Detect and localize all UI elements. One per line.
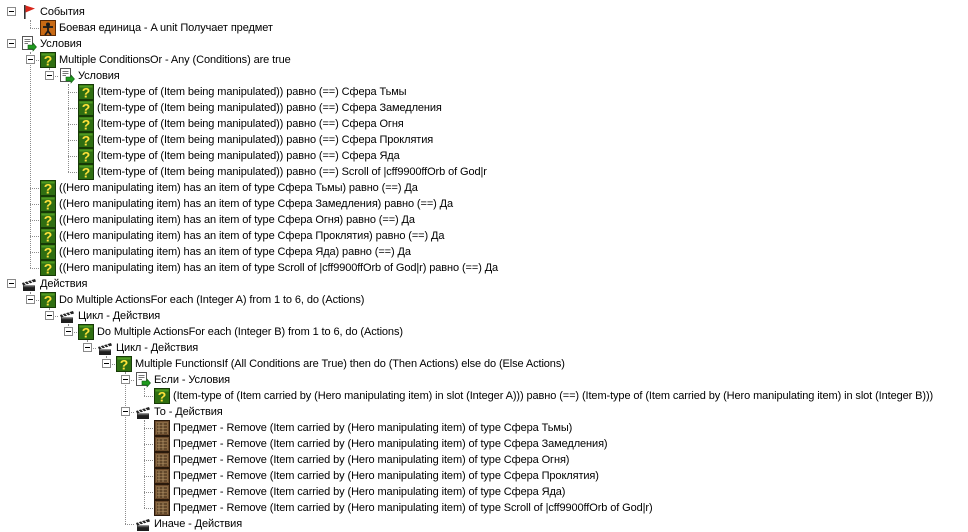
collapse-toggle[interactable] bbox=[121, 375, 130, 384]
tree-node[interactable] bbox=[0, 4, 968, 20]
tree-node[interactable] bbox=[0, 20, 968, 36]
question-icon bbox=[78, 324, 94, 340]
svg-text:?: ? bbox=[43, 244, 53, 260]
node-label: Предмет - Remove (Item carried by (Hero manipulating item) of type Сфера Тьмы) bbox=[173, 422, 573, 434]
action-node[interactable] bbox=[0, 452, 968, 468]
question-icon bbox=[40, 52, 56, 68]
condition-node[interactable] bbox=[0, 196, 968, 212]
collapse-toggle[interactable] bbox=[102, 359, 111, 368]
svg-text:?: ? bbox=[81, 116, 91, 132]
question-icon bbox=[40, 196, 56, 212]
svg-text:?: ? bbox=[81, 100, 91, 116]
question-icon bbox=[40, 244, 56, 260]
question-icon bbox=[78, 148, 94, 164]
collapse-toggle[interactable] bbox=[45, 71, 54, 80]
tree-node[interactable] bbox=[0, 372, 968, 388]
condition-node[interactable] bbox=[0, 228, 968, 244]
tree-node[interactable] bbox=[0, 36, 968, 52]
svg-text:?: ? bbox=[43, 180, 53, 196]
action-node[interactable] bbox=[0, 468, 968, 484]
tree-node[interactable] bbox=[0, 68, 968, 84]
question-icon bbox=[40, 228, 56, 244]
condition-node[interactable] bbox=[0, 324, 968, 340]
svg-text:?: ? bbox=[43, 196, 53, 212]
question-icon bbox=[40, 292, 56, 308]
conditions-icon bbox=[59, 68, 75, 84]
action-node[interactable] bbox=[0, 436, 968, 452]
node-label: Условия bbox=[78, 70, 120, 82]
node-label: Боевая единица - A unit Получает предмет bbox=[59, 22, 273, 34]
question-icon bbox=[78, 116, 94, 132]
condition-node[interactable] bbox=[0, 180, 968, 196]
condition-node[interactable] bbox=[0, 212, 968, 228]
condition-node[interactable] bbox=[0, 132, 968, 148]
node-label: ((Hero manipulating item) has an item of type Scroll of |cff9900ffOrb of God|r) равно (==) Да bbox=[59, 262, 499, 274]
condition-node[interactable] bbox=[0, 260, 968, 276]
condition-node[interactable] bbox=[0, 52, 968, 68]
tree-node[interactable] bbox=[0, 516, 968, 532]
node-label: То - Действия bbox=[154, 406, 223, 418]
condition-node[interactable] bbox=[0, 292, 968, 308]
actions-icon bbox=[21, 276, 37, 292]
conditions-icon bbox=[135, 372, 151, 388]
actions-icon bbox=[59, 308, 75, 324]
question-icon bbox=[78, 100, 94, 116]
condition-node[interactable] bbox=[0, 100, 968, 116]
node-label: Иначе - Действия bbox=[154, 518, 243, 530]
collapse-toggle[interactable] bbox=[26, 295, 35, 304]
question-icon bbox=[78, 164, 94, 180]
node-label: Условия bbox=[40, 38, 82, 50]
item-icon bbox=[154, 500, 170, 516]
node-label: Предмет - Remove (Item carried by (Hero manipulating item) of type Сфера Огня) bbox=[173, 454, 570, 466]
node-label: Do Multiple ActionsFor each (Integer B) from 1 to 6, do (Actions) bbox=[97, 326, 403, 338]
condition-node[interactable] bbox=[0, 148, 968, 164]
condition-node[interactable] bbox=[0, 244, 968, 260]
node-label: (Item-type of (Item being manipulated)) равно (==) Сфера Замедления bbox=[97, 102, 442, 114]
node-label: ((Hero manipulating item) has an item of type Сфера Тьмы) равно (==) Да bbox=[59, 182, 418, 194]
node-label: События bbox=[40, 6, 85, 18]
condition-node[interactable] bbox=[0, 84, 968, 100]
question-icon bbox=[78, 132, 94, 148]
collapse-toggle[interactable] bbox=[83, 343, 92, 352]
svg-text:?: ? bbox=[81, 132, 91, 148]
item-icon bbox=[154, 452, 170, 468]
node-label: ((Hero manipulating item) has an item of type Сфера Замедления) равно (==) Да bbox=[59, 198, 454, 210]
event-flag-icon bbox=[21, 4, 37, 20]
question-icon bbox=[78, 84, 94, 100]
svg-text:?: ? bbox=[119, 356, 129, 372]
unit-event-icon bbox=[40, 20, 56, 36]
action-node[interactable] bbox=[0, 500, 968, 516]
node-label: Цикл - Действия bbox=[78, 310, 161, 322]
node-label: Действия bbox=[40, 278, 88, 290]
svg-text:?: ? bbox=[43, 228, 53, 244]
node-label: Предмет - Remove (Item carried by (Hero manipulating item) of type Сфера Замедления) bbox=[173, 438, 608, 450]
collapse-toggle[interactable] bbox=[26, 55, 35, 64]
node-label: Do Multiple ActionsFor each (Integer A) from 1 to 6, do (Actions) bbox=[59, 294, 365, 306]
collapse-toggle[interactable] bbox=[7, 7, 16, 16]
question-icon bbox=[40, 260, 56, 276]
action-node[interactable] bbox=[0, 484, 968, 500]
svg-text:?: ? bbox=[157, 388, 167, 404]
item-icon bbox=[154, 468, 170, 484]
conditions-icon bbox=[21, 36, 37, 52]
item-icon bbox=[154, 420, 170, 436]
svg-text:?: ? bbox=[81, 164, 91, 180]
node-label: (Item-type of (Item carried by (Hero manipulating item) in slot (Integer A))) равно (==) (Item-type of (Item carried by (Hero manipulating item) in slot (Integer B))) bbox=[173, 390, 934, 402]
actions-icon bbox=[135, 404, 151, 420]
collapse-toggle[interactable] bbox=[7, 39, 16, 48]
node-label: ((Hero manipulating item) has an item of type Сфера Проклятия) равно (==) Да bbox=[59, 230, 445, 242]
actions-icon bbox=[135, 516, 151, 532]
condition-node[interactable] bbox=[0, 164, 968, 180]
svg-text:?: ? bbox=[43, 52, 53, 68]
svg-text:?: ? bbox=[81, 84, 91, 100]
tree-node[interactable] bbox=[0, 340, 968, 356]
node-label: Если - Условия bbox=[154, 374, 231, 386]
svg-text:?: ? bbox=[43, 260, 53, 276]
node-label: Предмет - Remove (Item carried by (Hero manipulating item) of type Сфера Яда) bbox=[173, 486, 566, 498]
collapse-toggle[interactable] bbox=[121, 407, 130, 416]
question-icon bbox=[40, 212, 56, 228]
node-label: (Item-type of (Item being manipulated)) равно (==) Сфера Проклятия bbox=[97, 134, 434, 146]
item-icon bbox=[154, 484, 170, 500]
node-label: Цикл - Действия bbox=[116, 342, 199, 354]
tree-node[interactable] bbox=[0, 308, 968, 324]
svg-text:?: ? bbox=[81, 324, 91, 340]
svg-text:?: ? bbox=[81, 148, 91, 164]
node-label: ((Hero manipulating item) has an item of type Сфера Огня) равно (==) Да bbox=[59, 214, 415, 226]
node-label: (Item-type of (Item being manipulated)) равно (==) Scroll of |cff9900ffOrb of God|r bbox=[97, 166, 487, 178]
condition-node[interactable] bbox=[0, 388, 968, 404]
node-label: Multiple ConditionsOr - Any (Conditions) are true bbox=[59, 54, 291, 66]
collapse-toggle[interactable] bbox=[45, 311, 54, 320]
svg-text:?: ? bbox=[43, 212, 53, 228]
node-label: Multiple FunctionsIf (All Conditions are True) then do (Then Actions) else do (Else Actions) bbox=[135, 358, 565, 370]
node-label: ((Hero manipulating item) has an item of type Сфера Яда) равно (==) Да bbox=[59, 246, 411, 258]
action-node[interactable] bbox=[0, 420, 968, 436]
question-icon bbox=[116, 356, 132, 372]
node-label: (Item-type of (Item being manipulated)) равно (==) Сфера Яда bbox=[97, 150, 400, 162]
node-label: Предмет - Remove (Item carried by (Hero manipulating item) of type Scroll of |cff9900ffOrb of God|r) bbox=[173, 502, 653, 514]
actions-icon bbox=[97, 340, 113, 356]
svg-text:?: ? bbox=[43, 292, 53, 308]
condition-node[interactable] bbox=[0, 116, 968, 132]
tree-node[interactable] bbox=[0, 404, 968, 420]
node-label: (Item-type of (Item being manipulated)) равно (==) Сфера Тьмы bbox=[97, 86, 407, 98]
question-icon bbox=[40, 180, 56, 196]
condition-node[interactable] bbox=[0, 356, 968, 372]
question-icon bbox=[154, 388, 170, 404]
collapse-toggle[interactable] bbox=[7, 279, 16, 288]
item-icon bbox=[154, 436, 170, 452]
node-label: (Item-type of (Item being manipulated)) равно (==) Сфера Огня bbox=[97, 118, 404, 130]
node-label: Предмет - Remove (Item carried by (Hero manipulating item) of type Сфера Проклятия) bbox=[173, 470, 599, 482]
collapse-toggle[interactable] bbox=[64, 327, 73, 336]
tree-node[interactable] bbox=[0, 276, 968, 292]
